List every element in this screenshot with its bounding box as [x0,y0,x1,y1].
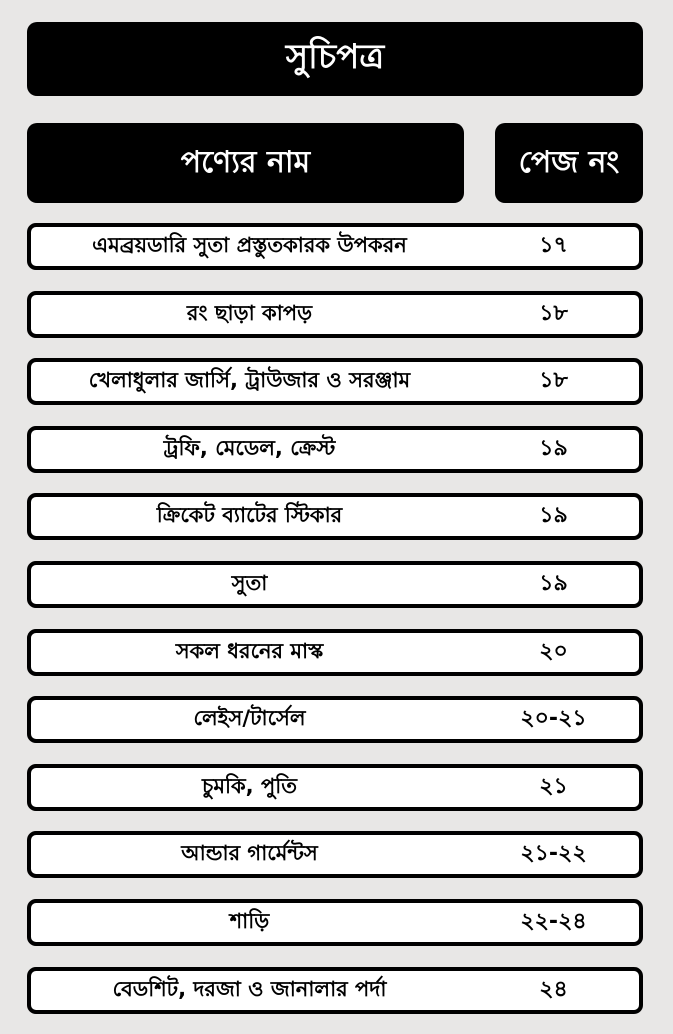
item-page-number: ১৮ [539,300,568,326]
item-name: বেডশিট, দরজা ও জানালার পর্দা [112,976,387,1001]
item-name: চুমকি, পুতি [201,773,297,798]
list-item [27,291,643,338]
item-page-number: ২০-২১ [520,706,587,732]
contents-list [27,223,643,1034]
list-item [27,561,643,608]
list-item [27,426,643,473]
list-item [27,764,643,811]
page-title: সুচিপত্র [27,22,643,96]
item-name: আন্ডার গার্মেন্টস [181,841,318,866]
list-item [27,831,643,878]
item-page-number: ২২-২৪ [520,908,587,934]
list-item [27,493,643,540]
list-item [27,899,643,946]
item-page-number: ২৪ [539,976,568,1002]
item-name: খেলাধুলার জার্সি, ট্রাউজার ও সরঞ্জাম [88,368,411,393]
item-page-number: ১৮ [539,368,568,394]
list-item [27,629,643,676]
item-page-number: ২০ [539,638,568,664]
item-page-number: ২১ [539,773,568,799]
item-name: সুতা [231,570,268,595]
item-name: শাড়ি [229,908,270,933]
item-page-number: ১৯ [539,503,568,529]
list-item [27,358,643,405]
list-item [27,967,643,1014]
column-header-page-number: পেজ নং [495,123,643,203]
item-name: লেইস/টার্সেল [193,706,306,731]
list-item [27,696,643,743]
item-page-number: ১৯ [539,435,568,461]
item-page-number: ১৭ [539,233,568,258]
item-name: ট্রফি, মেডেল, ক্রেস্ট [163,435,336,460]
item-name: রং ছাড়া কাপড় [186,300,313,325]
item-page-number: ১৯ [539,570,568,596]
item-page-number: ২১-২২ [520,841,587,867]
list-item [27,223,643,270]
item-name: এমব্রয়ডারি সুতা প্রস্তুতকারক উপকরন [92,233,407,257]
item-name: ক্রিকেট ব্যাটের স্টিকার [156,503,343,528]
column-header-product-name: পণ্যের নাম [27,123,464,203]
item-name: সকল ধরনের মাস্ক [175,638,324,663]
